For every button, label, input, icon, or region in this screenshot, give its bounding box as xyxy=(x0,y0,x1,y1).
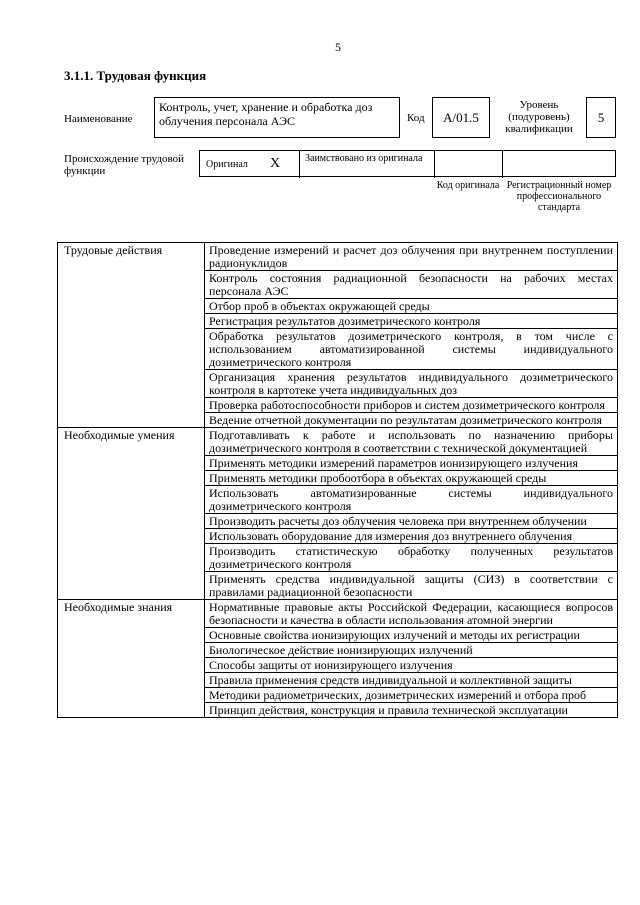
section-title: 3.1.1. Трудовая функция xyxy=(64,68,207,83)
original-mark: X xyxy=(270,156,281,171)
level-field: 5 xyxy=(586,97,616,138)
original-code-cell xyxy=(435,151,503,178)
section-item: Применять методики измерений параметров ионизирующего излучения xyxy=(205,456,618,471)
section-item: Применять средства индивидуальной защиты (СИЗ) в соответствии с правилами радиационной безопасности xyxy=(205,572,618,600)
reg-number-cell xyxy=(503,151,615,178)
section-item: Ведение отчетной документации по результатам дозиметрического контроля xyxy=(205,413,618,428)
section-item: Контроль состояния радиационной безопасности на рабочих местах персонала АЭС xyxy=(205,271,618,299)
code-label: Код xyxy=(407,112,425,124)
table-row xyxy=(58,428,618,456)
section-item: Правила применения средств индивидуальной и коллективной защиты xyxy=(205,673,618,688)
section-item: Использовать автоматизированные системы индивидуального дозиметрического контроля xyxy=(205,486,618,514)
section-label: Необходимые знания xyxy=(58,600,205,718)
reg-number-caption: Регистрационный номер профессионального стандарта xyxy=(506,180,612,213)
section-item: Производить расчеты доз облучения человека при внутреннем облучении xyxy=(205,514,618,529)
table-row xyxy=(58,243,618,271)
section-item: Методики радиометрических, дозиметрических измерений и отбора проб xyxy=(205,688,618,703)
section-item: Способы защиты от ионизирующего излучения xyxy=(205,658,618,673)
origin-label: Происхождение трудовой функции xyxy=(64,153,185,177)
borrowed-cell xyxy=(300,151,435,178)
section-item: Организация хранения результатов индивидуального дозиметрического контроля в картотеке учета индивидуальных доз xyxy=(205,370,618,398)
section-item: Обработка результатов дозиметрического контроля, в том числе с использованием автоматизированной системы индивидуального дозиметрического контроля xyxy=(205,329,618,370)
original-cell xyxy=(200,151,300,178)
section-label: Необходимые умения xyxy=(58,428,205,600)
section-item: Принцип действия, конструкция и правила технической эксплуатации xyxy=(205,703,618,718)
section-item: Производить статистическую обработку полученных результатов дозиметрического контроля xyxy=(205,544,618,572)
section-item: Подготавливать к работе и использовать по назначению приборы дозиметрического контроля в соответствии с технической документацией xyxy=(205,428,618,456)
section-item: Применять методики пробоотбора в объектах окружающей среды xyxy=(205,471,618,486)
section-item: Отбор проб в объектах окружающей среды xyxy=(205,299,618,314)
section-item: Проведение измерений и расчет доз облучения при внутреннем поступлении радионуклидов xyxy=(205,243,618,271)
section-label: Трудовые действия xyxy=(58,243,205,428)
function-name-field: Контроль, учет, хранение и обработка доз облучения персонала АЭС xyxy=(154,97,400,138)
table-row xyxy=(58,600,618,628)
section-item: Основные свойства ионизирующих излучений и методы их регистрации xyxy=(205,628,618,643)
section-item: Биологическое действие ионизирующих излучений xyxy=(205,643,618,658)
original-label: Оригинал xyxy=(206,159,248,170)
original-code-caption: Код оригинала xyxy=(436,180,500,191)
origin-row xyxy=(199,150,616,177)
section-item: Регистрация результатов дозиметрического контроля xyxy=(205,314,618,329)
section-item: Проверка работоспособности приборов и систем дозиметрического контроля xyxy=(205,398,618,413)
section-item: Использовать оборудование для измерения доз внутреннего облучения xyxy=(205,529,618,544)
borrowed-label: Заимствовано из оригинала xyxy=(305,153,423,164)
level-label: Уровень (подуровень) квалификации xyxy=(505,99,573,135)
name-label: Наименование xyxy=(64,113,133,125)
code-field: A/01.5 xyxy=(432,97,490,138)
page-number: 5 xyxy=(335,40,341,54)
section-item: Нормативные правовые акты Российской Федерации, касающиеся вопросов безопасности и качества в области использования атомной энергии xyxy=(205,600,618,628)
function-table xyxy=(57,242,618,718)
